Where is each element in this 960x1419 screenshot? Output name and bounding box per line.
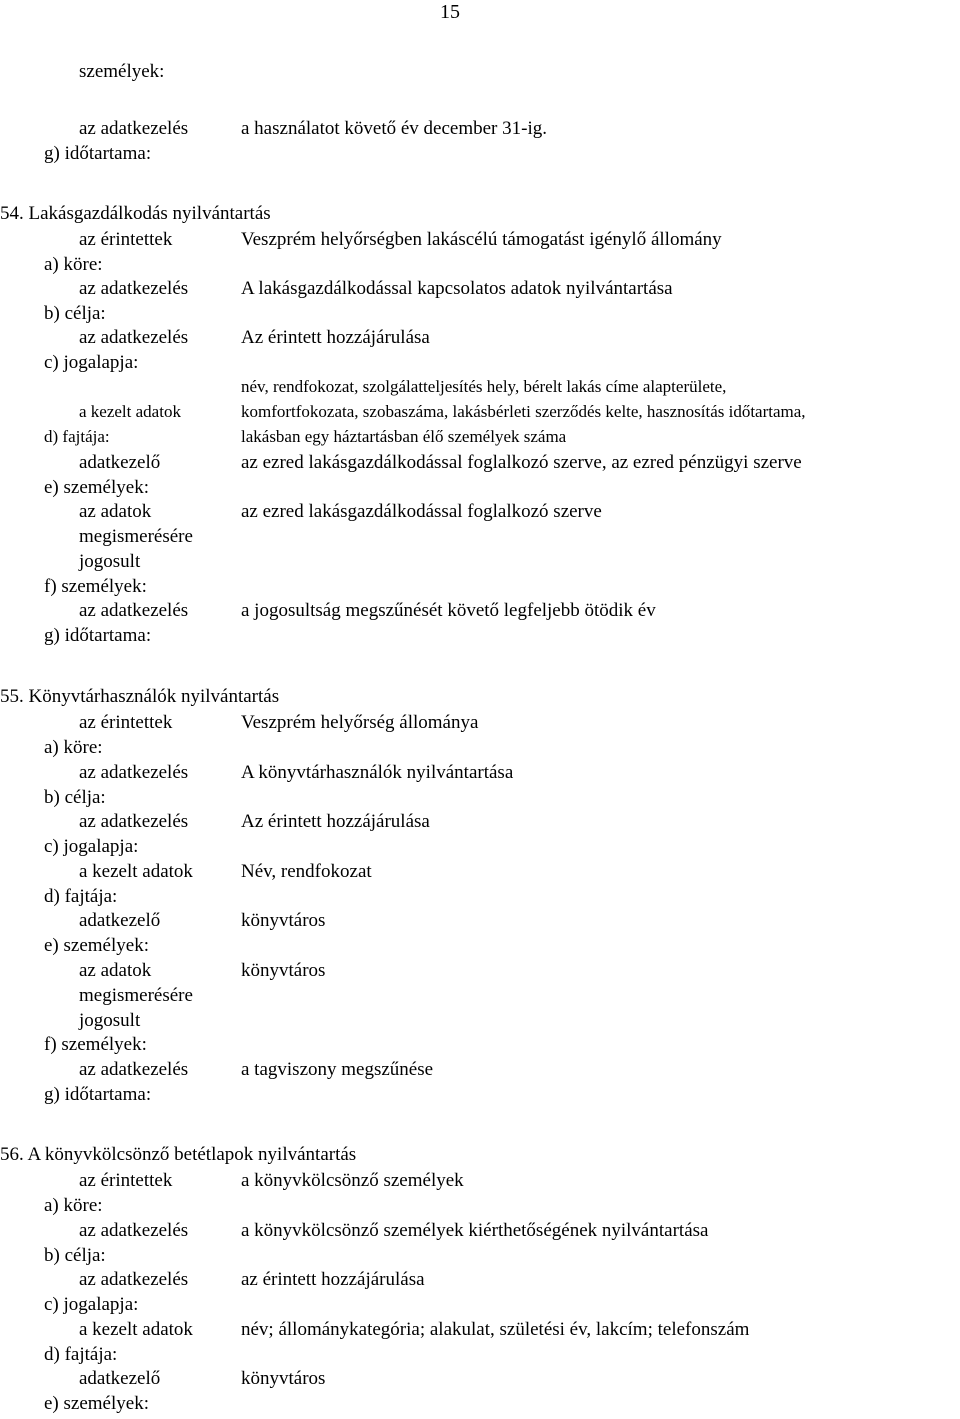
s54-e-label-line1: adatkezelő [79,452,161,473]
s54-d-value-line2: komfortfokozata, szobaszáma, lakásbérleti szerződés kelte, hasznosítás időtartama, [241,402,806,421]
s55-a-label-line1: az érintettek [79,712,173,733]
s56-c-label-line2: c) jogalapja: [44,1294,139,1315]
s54-c-label-line2: c) jogalapja: [44,352,139,373]
s54-d-value-line3: lakásban egy háztartásban élő személyek száma [241,427,567,446]
top-g-label-line1: az adatkezelés [79,118,189,139]
s54-f-label-line2: megismerésére [79,526,193,547]
s55-g-label-line2: g) időtartama: [44,1084,152,1105]
s54-a-label-line1: az érintettek [79,229,173,250]
s54-a-value: Veszprém helyőrségben lakáscélú támogatást igénylő állomány [241,229,722,250]
s54-d-label-line2: d) fajtája: [44,427,110,446]
s56-e-label-line2: e) személyek: [44,1393,149,1414]
s54-g-label-line2: g) időtartama: [44,625,152,646]
s56-a-label-line1: az érintettek [79,1170,173,1191]
s55-e-value: könyvtáros [241,910,326,931]
s55-g-label-line1: az adatkezelés [79,1059,189,1080]
s56-b-value: a könyvkölcsönző személyek kiérthetőségének nyilvántartása [241,1220,709,1241]
s55-a-value: Veszprém helyőrség állománya [241,712,479,733]
s54-b-value: A lakásgazdálkodással kapcsolatos adatok nyilvántartása [241,278,673,299]
s55-f-label-line3: jogosult [79,1010,141,1031]
s55-e-label-line1: adatkezelő [79,910,161,931]
top-g-label-line2: g) időtartama: [44,143,152,164]
s56-a-value: a könyvkölcsönző személyek [241,1170,464,1191]
s55-e-label-line2: e) személyek: [44,935,149,956]
s55-f-label-line4: f) személyek: [44,1034,147,1055]
s56-c-label-line1: az adatkezelés [79,1269,189,1290]
s55-b-label-line1: az adatkezelés [79,762,189,783]
s55-g-value: a tagviszony megszűnése [241,1059,434,1080]
s54-e-value: az ezred lakásgazdálkodással foglalkozó szerve, az ezred pénzügyi szerve [241,452,802,473]
s54-c-value: Az érintett hozzájárulása [241,327,430,348]
s55-a-label-line2: a) köre: [44,737,103,758]
s56-d-value: név; állománykategória; alakulat, születési év, lakcím; telefonszám [241,1319,750,1340]
s56-c-value: az érintett hozzájárulása [241,1269,425,1290]
s55-f-value: könyvtáros [241,960,326,981]
s54-f-value: az ezred lakásgazdálkodással foglalkozó szerve [241,501,602,522]
s54-c-label-line1: az adatkezelés [79,327,189,348]
s56-b-label-line2: b) célja: [44,1245,106,1266]
section-56-heading: 56. A könyvkölcsönző betétlapok nyilvántartás [0,1144,357,1165]
s54-d-label-line1: a kezelt adatok [79,402,181,421]
s55-c-value: Az érintett hozzájárulása [241,811,430,832]
s55-c-label-line2: c) jogalapja: [44,836,139,857]
s55-c-label-line1: az adatkezelés [79,811,189,832]
page-number: 15 [440,1,460,23]
section-54-heading: 54. Lakásgazdálkodás nyilvántartás [0,203,271,224]
s56-d-label-line2: d) fajtája: [44,1344,118,1365]
s55-b-value: A könyvtárhasználók nyilvántartása [241,762,514,783]
s55-d-value: Név, rendfokozat [241,861,372,882]
s54-f-label-line4: f) személyek: [44,576,147,597]
s54-b-label-line2: b) célja: [44,303,106,324]
s54-b-label-line1: az adatkezelés [79,278,189,299]
s56-b-label-line1: az adatkezelés [79,1220,189,1241]
s54-g-label-line1: az adatkezelés [79,600,189,621]
s56-e-label-line1: adatkezelő [79,1368,161,1389]
top-f-line: személyek: [79,61,165,82]
top-g-value: a használatot követő év december 31-ig. [241,118,547,139]
s55-f-label-line2: megismerésére [79,985,193,1006]
s54-f-label-line3: jogosult [79,551,141,572]
s55-f-label-line1: az adatok [79,960,152,981]
s54-a-label-line2: a) köre: [44,254,103,275]
s54-e-label-line2: e) személyek: [44,477,149,498]
section-55-heading: 55. Könyvtárhasználók nyilvántartás [0,686,280,707]
s56-d-label-line1: a kezelt adatok [79,1319,193,1340]
s55-b-label-line2: b) célja: [44,787,106,808]
s54-g-value: a jogosultság megszűnését követő legfeljebb ötödik év [241,600,656,621]
s55-d-label-line2: d) fajtája: [44,886,118,907]
s54-f-label-line1: az adatok [79,501,152,522]
s56-a-label-line2: a) köre: [44,1195,103,1216]
s56-e-value: könyvtáros [241,1368,326,1389]
s55-d-label-line1: a kezelt adatok [79,861,193,882]
s54-d-value-line1: név, rendfokozat, szolgálatteljesítés hely, bérelt lakás címe alapterülete, [241,377,727,396]
